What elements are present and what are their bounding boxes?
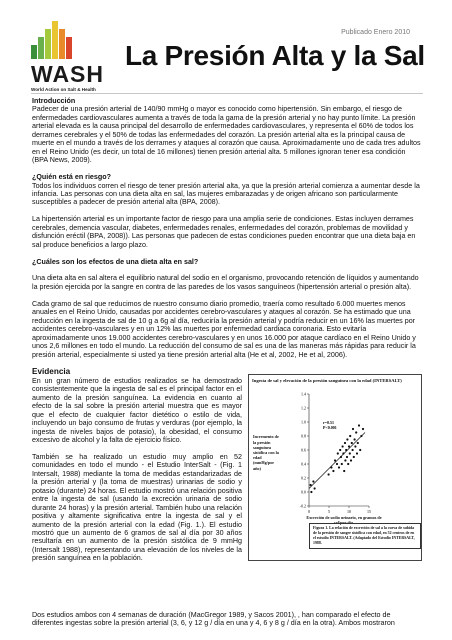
data-point xyxy=(339,449,341,451)
risk-paragraph-1: Todos los individuos corren el riesgo de tener presión arterial alta, ya que la presión arterial comienza a aumentar desde la infancia. Las personas con una dieta alta en sal, las mujeres embarazadas y de origen africano son particularmente susceptibles a padecer de presión arterial alta (BPA, 2008). xyxy=(32,181,420,207)
data-point xyxy=(359,449,361,451)
intro-paragraph: Padecer de una presión arterial de 140/90 mmHg o mayor es conocido como hipertensión. Sin embargo, el riesgo de enfermedades cardiovasculares aumenta a través de toda la gama de la presión arterial y no hay punto límite. La presión arterial elevada es la causa principal del desarrollo de enfermedades cardiovasculares, y representa el 60% de todos los derrames cerebrales y el 50% de todas las enfermedades del corazón. La presión arterial alta es la principal causa de muerte en el mundo a través de los derrames y ataques al corazón que causa. Aproximadamente uno de cada tres adultos en el Reino Unido (es decir, un total de 16 millones) tienen presión arterial alta. 5 millones ignoran tener esa condición (BPA News, 2009). xyxy=(32,105,421,165)
figure-x-label: Excreción de sodio urinario, en gramos de sal/por día. xyxy=(306,515,382,526)
header-divider xyxy=(31,93,423,94)
trend-line xyxy=(309,433,365,489)
y-tick-label: 0.4 xyxy=(301,461,306,467)
document-body xyxy=(32,97,422,571)
data-point xyxy=(330,467,332,469)
data-point xyxy=(353,456,355,458)
data-point xyxy=(341,463,343,465)
data-point xyxy=(345,449,347,451)
data-point xyxy=(352,449,354,451)
data-point xyxy=(346,456,348,458)
logo-subtitle: World Action on Salt & Health xyxy=(31,87,96,92)
y-tick-label: 0.0 xyxy=(301,489,306,495)
data-point xyxy=(340,456,342,458)
y-tick-label: 0.8 xyxy=(301,433,306,439)
data-point xyxy=(349,435,351,437)
figure-1 xyxy=(248,374,422,571)
risk-heading: ¿Quién está en riesgo? xyxy=(32,173,111,182)
y-tick-label: 0.6 xyxy=(301,447,306,453)
figure-frame xyxy=(248,374,422,561)
closing-paragraph: Dos estudios ambos con 4 semanas de duración (MacGregor 1989, y Sacos 2001), , han comparado el efecto de diferentes ingestas sobre la presión arterial (3, 6, y 12 g / día en una y 4, 6 y 8 g / día en la otra). Ambos mostraron xyxy=(32,611,395,628)
data-point xyxy=(362,428,364,430)
data-point xyxy=(310,484,312,486)
data-point xyxy=(328,474,330,476)
x-tick-label: 0 xyxy=(308,509,310,515)
data-point xyxy=(354,446,356,448)
data-point xyxy=(334,460,336,462)
data-point xyxy=(338,467,340,469)
data-point xyxy=(348,446,350,448)
data-point xyxy=(342,453,344,455)
data-point xyxy=(351,442,353,444)
y-tick-label: 1.4 xyxy=(301,391,306,397)
effects-paragraph-1: Una dieta alta en sal altera el equilibrio natural del sodio en el organismo, provocando retención de líquidos y aumentando la presión ejercida por la sangre en contra de las paredes de los vasos sanguíneos (hipertensión arterial o presión alta). xyxy=(32,274,419,291)
data-point xyxy=(354,439,356,441)
data-point xyxy=(310,491,312,493)
data-point xyxy=(349,453,351,455)
page-title: La Presión Alta y la Sal xyxy=(125,40,425,71)
data-point xyxy=(314,488,316,490)
logo-text: WASH xyxy=(31,61,104,87)
x-tick-label: 5 xyxy=(328,509,330,515)
risk-paragraph-2: La hipertensión arterial es un importante factor de riesgo para una amplia serie de condiciones. Estas incluyen derrames cerebrales, demencia vascular, diabetes, enfermedades renales, enfermedades del corazón, problemas de movilidad y disfunción eréctil (BPA, 2008)). Las personas que padecen de estas condiciones pueden encontrar que una dieta baja en sal produce beneficios a largo plazo. xyxy=(32,215,416,249)
data-point xyxy=(343,470,345,472)
data-point xyxy=(360,435,362,437)
data-point xyxy=(346,439,348,441)
y-tick-label: -0.2 xyxy=(299,503,306,509)
data-point xyxy=(358,425,360,427)
effects-paragraph-2: Cada gramo de sal que reducimos de nuestro consumo diario promedio, traería como resultado 6.000 muertes menos anuales en el Reino Unido, causadas por accidentes cerebro-vasculares y ataques al corazón. Se ha estimado que una reducción en la ingesta de sal de 10 g a 6g al día, reduciría la presión arterial y podría reducir en un 16% las muertes por accidentes cerebro-vasculares y en un 12% las muertes por enfermedad cardiaca coronaria. Esto evitaría aproximadamente unos 19.000 accidentes cerebro-vasculares y en unos 16.000 por ataque cardíaco en el Reino Unido y unos 2,6 millones en todo el mundo. La reducción del consumo de sal es una de las maneras más rápidas para reducir la presión arterial, especialmente si usted ya tiene presión arterial alta (He et al, 2002, He et al, 2006). xyxy=(32,299,416,359)
y-tick-label: 1.0 xyxy=(301,419,306,425)
data-point xyxy=(337,453,339,455)
data-point xyxy=(332,470,334,472)
figure-caption: Figura 1. La relación de excreción de sal a la curva de subida de la presión de sangre sistólica con edad, en 52 centros de en el estudio INTERSALT. (Adaptado del Estudio INTERSALT, 1988. xyxy=(309,523,421,548)
evidence-text-column xyxy=(32,367,242,571)
figure-title: Ingesta de sal y elevación de la presión sanguínea con la edad (INTERSALT) xyxy=(252,378,402,384)
effects-heading: ¿Cuáles son los efectos de una dieta alta en sal? xyxy=(32,257,199,266)
evidence-paragraph-1: En un gran número de estudios realizados se ha demostrado consistentemente que la ingesta de sal es el principal factor en el aumento de la presión sanguínea. La evidencia en cuanto al efecto de la sal sobre la presión arterial muestra que es mayor que el efecto de cualquier factor dietético o estilo de vida, incluyendo un bajo consumo de frutas y verduras (por ejemplo, la ingesta de niveles bajos de potasio), la obesidad, el consumo excesivo de alcohol y la falta de ejercicio físico. xyxy=(32,376,242,445)
intro-heading: Introducción xyxy=(32,97,76,105)
data-point xyxy=(355,432,357,434)
data-point xyxy=(356,453,358,455)
evidence-heading: Evidencia xyxy=(32,367,71,377)
logo-bar xyxy=(38,37,44,59)
data-point xyxy=(336,463,338,465)
p-value-label: P<0.001 xyxy=(323,425,337,431)
publication-date: Publicado Enero 2010 xyxy=(341,29,410,36)
scatter-plot xyxy=(285,388,375,516)
logo-bar xyxy=(31,45,37,59)
data-point xyxy=(342,446,344,448)
y-tick-label: 0.2 xyxy=(301,475,306,481)
data-point xyxy=(352,428,354,430)
logo-bar xyxy=(45,29,51,59)
evidence-section xyxy=(32,367,422,571)
logo-bar xyxy=(66,37,72,59)
y-tick-label: 1.2 xyxy=(301,405,306,411)
data-point xyxy=(344,442,346,444)
data-point xyxy=(350,460,352,462)
evidence-paragraph-2: También se ha realizado un estudio muy amplio en 52 comunidades en todo el mundo - el Estudio InterSalt - (Fig. 1 Intersalt, 1988) mediante la toma de medidas estandarizadas de la presión arterial y (la toma de muestras) urinarias de sodio y potasio (durante) 24 horas. El estudio mostró una relación positiva entre la ingesta de sal (usando la excreción urinaria de sodio durante 24 horas) y la presión arterial. También hubo una relación positiva y altamente significativa entre la ingesta de sal y el aumento de la presión arterial con la edad (Fig. 1.). El estudio mostró que un aumento de 6 gramos de sal al día por 30 años resultaría en un aumento de la presión sistólica de 9 mmHg (Intersalt 1988), representando una elevación de los niveles de la presión sanguínea en la población. xyxy=(32,452,242,563)
data-point xyxy=(344,460,346,462)
logo-bar xyxy=(59,29,65,59)
data-point xyxy=(357,442,359,444)
data-point xyxy=(312,481,314,483)
data-point xyxy=(347,463,349,465)
x-tick-label: 15 xyxy=(367,509,371,515)
x-tick-label: 10 xyxy=(347,509,351,515)
logo-bars-icon xyxy=(31,17,71,59)
correlation-label: r=0.51 xyxy=(323,420,335,426)
logo-bar xyxy=(52,21,58,59)
figure-y-label: Incremento de la presión sanguínea sistólica con la edad (mmHg/por año) xyxy=(253,434,279,471)
